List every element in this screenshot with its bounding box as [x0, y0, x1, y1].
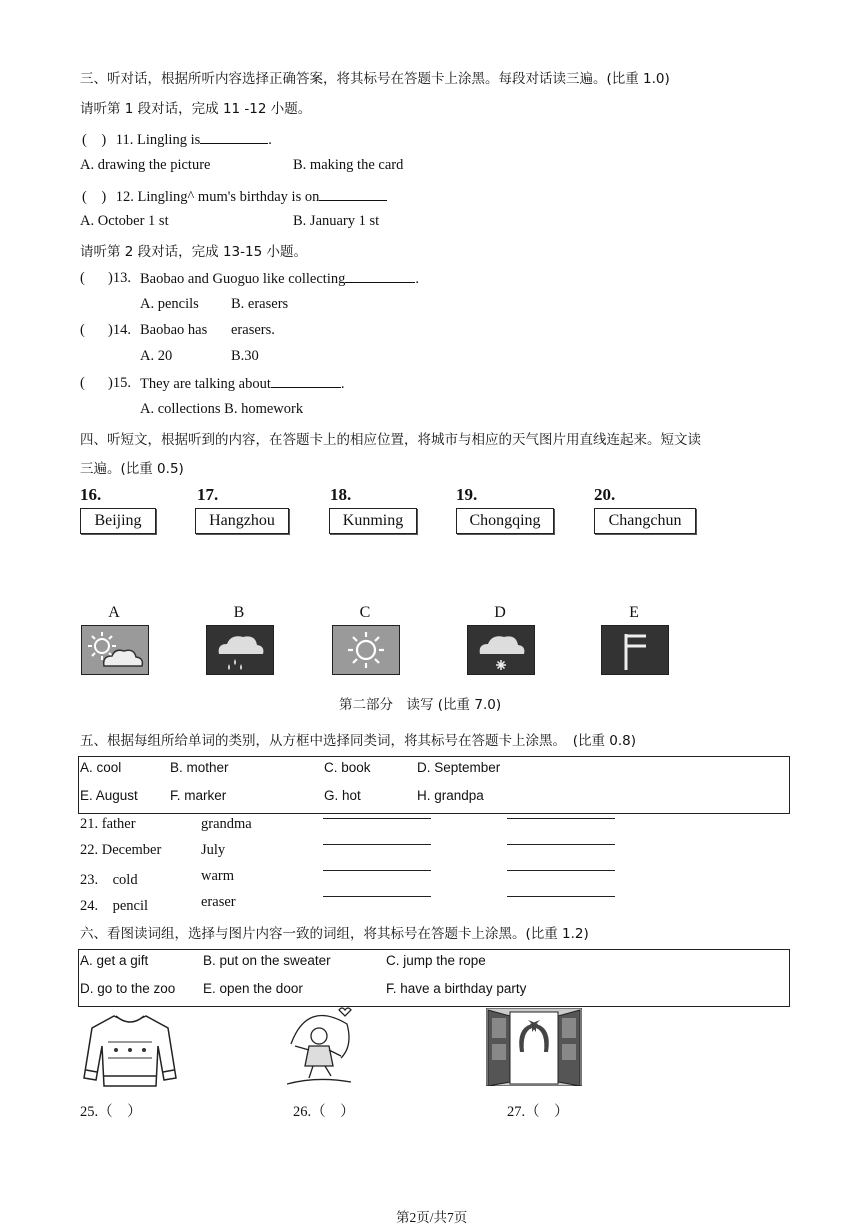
- q15-text: They are talking about: [140, 376, 271, 392]
- q11-option-a: A. drawing the picture: [80, 157, 211, 173]
- answer-27: 27.（ ）: [507, 1104, 569, 1120]
- q12: [82, 185, 387, 206]
- q21-word2: grandma: [201, 816, 252, 832]
- phrase-e: E. open the door: [203, 981, 303, 996]
- section6-heading: 六、看图读词组，选择与图片内容一致的词组，将其标号在答题卡上涂黑。(比重 1.2): [80, 926, 589, 942]
- weather-label-a: A: [108, 604, 120, 621]
- part2-title: 第二部分 读写 (比重 7.0): [339, 697, 502, 713]
- q12-blank: [319, 188, 387, 201]
- weather-label-b: B: [233, 604, 245, 621]
- q14-paren-right: )14.: [108, 322, 131, 338]
- q22-answer-line-2: [507, 844, 615, 845]
- q21-answer-line-2: [507, 818, 615, 819]
- sweater-picture: [80, 1010, 180, 1090]
- q11-blank: [200, 131, 268, 144]
- jump-rope-picture: [287, 1006, 353, 1090]
- q11-option-b: B. making the card: [293, 157, 404, 173]
- word-e: E. August: [80, 788, 138, 803]
- q11-paren: ( ): [82, 132, 107, 148]
- q24-answer-line-2: [507, 896, 615, 897]
- q13-paren-left: (: [80, 270, 85, 286]
- word-h: H. grandpa: [417, 788, 484, 803]
- city-box-hangzhou: Hangzhou: [195, 508, 289, 534]
- word-b: B. mother: [170, 760, 229, 775]
- answer-26: 26.（ ）: [293, 1104, 355, 1120]
- word-c: C. book: [324, 760, 371, 775]
- q24-answer-line-1: [323, 896, 431, 897]
- city-number-19: 19.: [456, 485, 478, 504]
- q21-word1: 21. father: [80, 816, 136, 832]
- partly-cloudy-icon: [81, 625, 149, 675]
- phrase-b: B. put on the sweater: [203, 953, 331, 968]
- q24-word1: 24. pencil: [80, 898, 149, 914]
- q14-text2: erasers.: [231, 322, 275, 338]
- q14-option-b: B.30: [231, 348, 259, 364]
- q15-options: A. collections B. homework: [140, 401, 304, 417]
- city-box-changchun: Changchun: [594, 508, 696, 534]
- dialog2-intro: 请听第 2 段对话，完成 13-15 小题。: [80, 244, 307, 260]
- q15: [140, 375, 344, 393]
- word-g: G. hot: [324, 788, 361, 803]
- word-f: F. marker: [170, 788, 227, 803]
- q13-paren-right: )13.: [108, 270, 131, 286]
- q13-blank: [345, 270, 415, 283]
- rain-icon: [206, 625, 274, 675]
- weather-label-c: C: [359, 604, 371, 621]
- q13-option-a: A. pencils: [140, 296, 199, 312]
- q15-blank: [271, 375, 341, 388]
- q23-word2: warm: [201, 868, 235, 884]
- q24-word2: eraser: [201, 894, 236, 910]
- city-number-20: 20.: [594, 485, 616, 504]
- q22-word1: 22. December: [80, 842, 162, 858]
- wind-icon: [601, 625, 669, 675]
- q13-option-b: B. erasers: [231, 296, 289, 312]
- open-door-picture: [486, 1008, 582, 1086]
- q22-word2: July: [201, 842, 226, 858]
- city-number-16: 16.: [80, 485, 102, 504]
- q21-answer-line-1: [323, 818, 431, 819]
- q15-end: .: [340, 376, 345, 392]
- q23-answer-line-1: [323, 870, 431, 871]
- q14-option-a: A. 20: [140, 348, 173, 364]
- q23-word1: 23. cold: [80, 872, 138, 888]
- q23-answer-line-2: [507, 870, 615, 871]
- q11-text: 11. Lingling is: [115, 132, 201, 148]
- phrase-d: D. go to the zoo: [80, 981, 176, 996]
- q11: [82, 128, 272, 149]
- weather-label-e: E: [629, 604, 639, 621]
- q12-option-a: A. October 1 st: [80, 213, 169, 229]
- dialog1-intro: 请听第 1 段对话，完成 11 -12 小题。: [80, 101, 312, 117]
- q13: [140, 270, 419, 288]
- phrase-c: C. jump the rope: [386, 953, 486, 968]
- city-box-beijing: Beijing: [80, 508, 156, 534]
- q13-end: .: [415, 271, 419, 287]
- city-box-chongqing: Chongqing: [456, 508, 554, 534]
- q13-text: Baobao and Guoguo like collecting: [140, 271, 346, 287]
- q14-paren-left: (: [80, 322, 85, 338]
- section4-heading-line2: 三遍。(比重 0.5): [80, 461, 184, 477]
- city-number-17: 17.: [197, 485, 219, 504]
- city-box-kunming: Kunming: [329, 508, 417, 534]
- section5-heading: 五、根据每组所给单词的类别，从方框中选择同类词，将其标号在答题卡上涂黑。 (比重 0.8): [80, 733, 637, 749]
- section3-heading: 三、听对话，根据所听内容选择正确答案，将其标号在答题卡上涂黑。每段对话读三遍。(比重 1.0): [80, 71, 670, 87]
- q11-end: .: [268, 132, 272, 148]
- city-number-18: 18.: [330, 485, 352, 504]
- phrase-a: A. get a gift: [80, 953, 149, 968]
- q12-paren: ( ): [82, 189, 107, 205]
- q15-paren-left: (: [80, 375, 85, 391]
- word-d: D. September: [417, 760, 501, 775]
- sunny-icon: [332, 625, 400, 675]
- page-footer: 第2页/共7页: [396, 1210, 468, 1225]
- phrase-f: F. have a birthday party: [386, 981, 527, 996]
- word-a: A. cool: [80, 760, 122, 775]
- q15-paren-right: )15.: [108, 375, 131, 391]
- snow-icon: [467, 625, 535, 675]
- q12-text: 12. Lingling^ mum's birthday is on: [115, 189, 320, 205]
- q22-answer-line-1: [323, 844, 431, 845]
- q12-option-b: B. January 1 st: [293, 213, 380, 229]
- weather-label-d: D: [494, 604, 506, 621]
- answer-25: 25.（ ）: [80, 1104, 142, 1120]
- section4-heading-line1: 四、听短文，根据听到的内容，在答题卡上的相应位置，将城市与相应的天气图片用直线连起来。短文读: [80, 432, 701, 448]
- q14-text: Baobao has: [140, 322, 208, 338]
